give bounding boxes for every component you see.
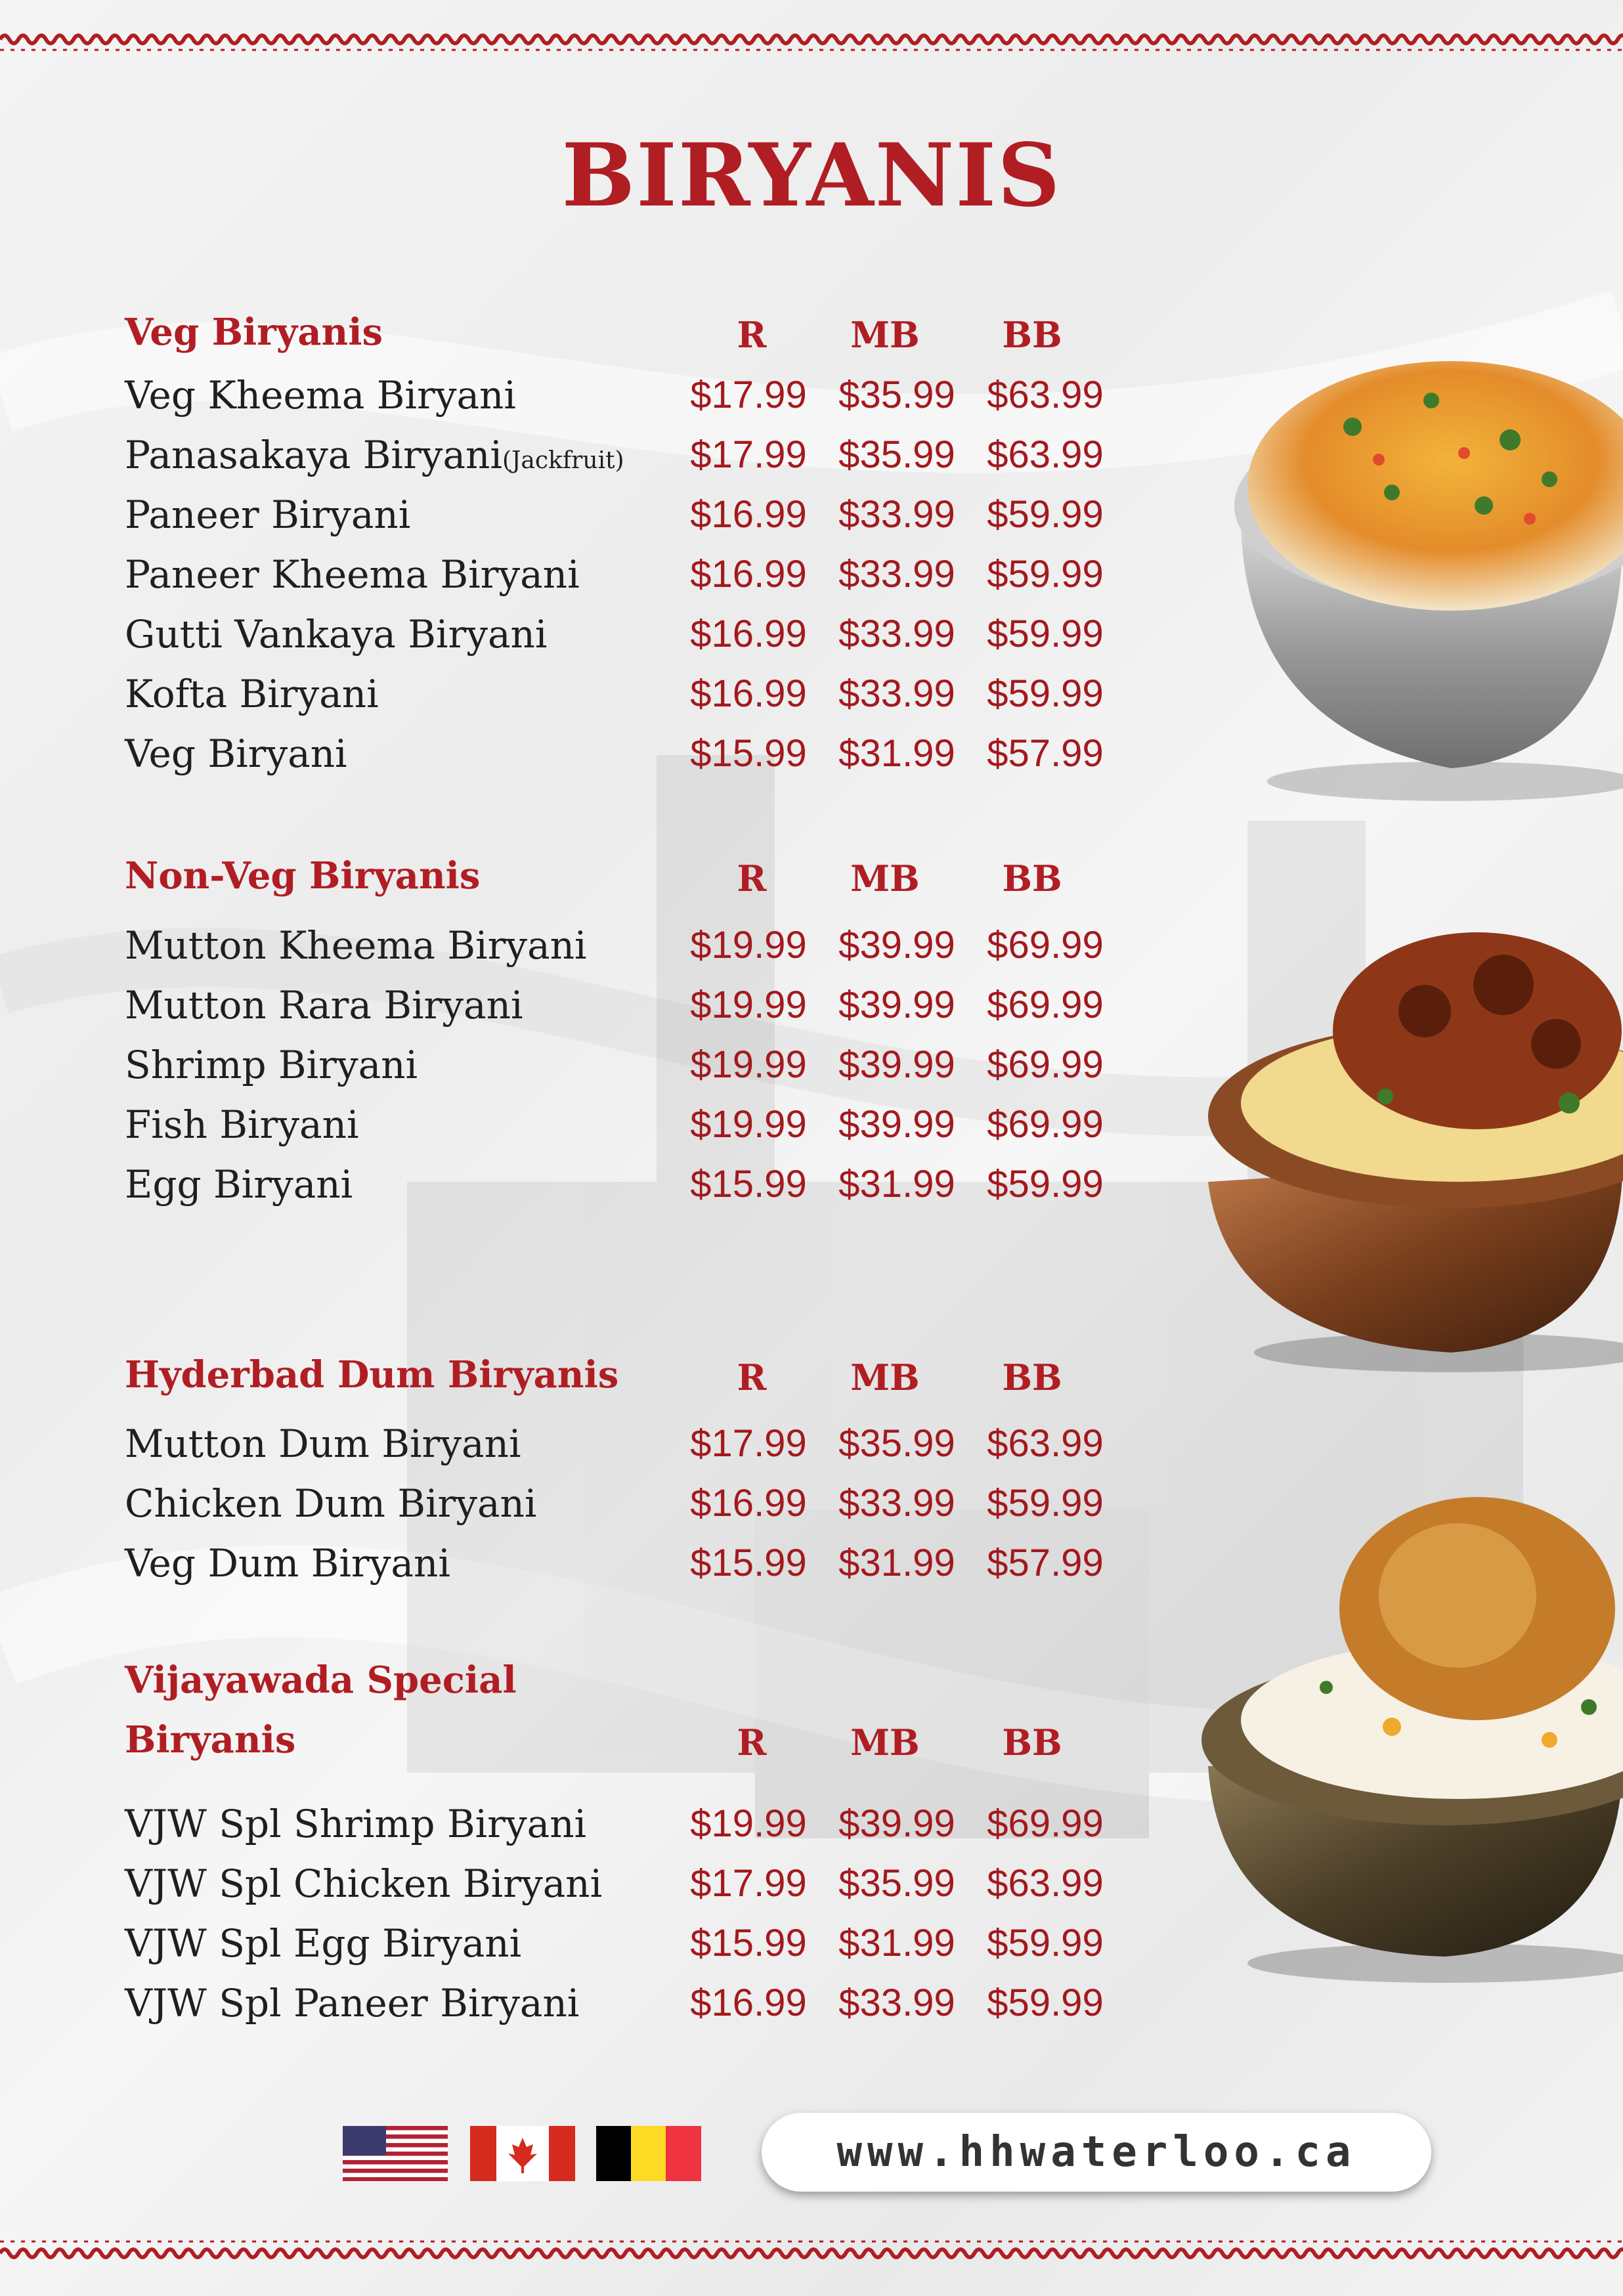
price-bb: $69.99 xyxy=(987,1043,1104,1086)
price-mb: $33.99 xyxy=(838,1982,955,2024)
price-mb: $39.99 xyxy=(838,984,955,1026)
price-bb: $59.99 xyxy=(987,1482,1104,1525)
col-head-mb: MB xyxy=(850,314,920,356)
menu-row xyxy=(125,1481,1123,1540)
menu-row xyxy=(125,492,1123,552)
menu-row xyxy=(125,1043,1123,1102)
price-r: $15.99 xyxy=(690,732,807,775)
section-heading-veg: Veg Biryanis xyxy=(125,311,383,354)
col-head-r: R xyxy=(737,1356,767,1398)
price-r: $17.99 xyxy=(690,1422,807,1465)
page-title: BIRYANIS xyxy=(561,125,1062,227)
menu-row xyxy=(125,1861,1123,1920)
price-mb: $33.99 xyxy=(838,493,955,536)
price-mb: $35.99 xyxy=(838,1422,955,1465)
col-head-mb: MB xyxy=(850,1356,920,1398)
section-heading-non-veg: Non-Veg Biryanis xyxy=(125,854,481,898)
section-heading-vijayawada-line1: Vijayawada Special xyxy=(125,1658,517,1702)
item-name: Veg Kheema Biryani xyxy=(125,373,516,418)
item-name: Panasakaya Biryani(Jackfruit) xyxy=(125,433,624,477)
price-mb: $39.99 xyxy=(838,924,955,966)
price-bb: $57.99 xyxy=(987,732,1104,775)
price-mb: $33.99 xyxy=(838,613,955,655)
price-bb: $59.99 xyxy=(987,672,1104,715)
price-bb: $59.99 xyxy=(987,1922,1104,1964)
item-name: VJW Spl Egg Biryani xyxy=(125,1921,522,1966)
price-mb: $31.99 xyxy=(838,1542,955,1584)
price-bb: $57.99 xyxy=(987,1542,1104,1584)
price-r: $19.99 xyxy=(690,924,807,966)
price-r: $16.99 xyxy=(690,493,807,536)
price-mb: $31.99 xyxy=(838,732,955,775)
menu-row xyxy=(125,983,1123,1042)
item-name: Veg Dum Biryani xyxy=(125,1541,450,1586)
price-r: $16.99 xyxy=(690,553,807,596)
menu-row xyxy=(125,672,1123,731)
price-r: $19.99 xyxy=(690,1103,807,1146)
price-bb: $59.99 xyxy=(987,1982,1104,2024)
price-bb: $59.99 xyxy=(987,1163,1104,1205)
menu-row xyxy=(125,1541,1123,1600)
canada-flag-icon xyxy=(470,2126,575,2181)
item-note: (Jackfruit) xyxy=(502,447,624,474)
price-mb: $39.99 xyxy=(838,1802,955,1845)
col-head-mb: MB xyxy=(850,1722,920,1764)
item-name: VJW Spl Shrimp Biryani xyxy=(125,1802,587,1846)
section-heading-hyderbad-dum: Hyderbad Dum Biryanis xyxy=(125,1353,619,1397)
price-mb: $33.99 xyxy=(838,672,955,715)
price-bb: $63.99 xyxy=(987,1422,1104,1465)
item-name: Shrimp Biryani xyxy=(125,1043,418,1087)
price-r: $17.99 xyxy=(690,374,807,416)
mutton-biryani-pot-image xyxy=(1201,906,1623,1379)
top-wave-border xyxy=(0,26,1623,53)
price-bb: $63.99 xyxy=(987,433,1104,476)
price-r: $19.99 xyxy=(690,984,807,1026)
price-mb: $35.99 xyxy=(838,1862,955,1905)
price-r: $17.99 xyxy=(690,1862,807,1905)
price-bb: $63.99 xyxy=(987,1862,1104,1905)
menu-row xyxy=(125,373,1123,432)
price-bb: $69.99 xyxy=(987,1802,1104,1845)
menu-row xyxy=(125,1421,1123,1481)
item-name: Mutton Kheema Biryani xyxy=(125,923,587,968)
item-name: Chicken Dum Biryani xyxy=(125,1481,537,1526)
price-bb: $69.99 xyxy=(987,984,1104,1026)
price-r: $16.99 xyxy=(690,672,807,715)
price-r: $15.99 xyxy=(690,1922,807,1964)
price-r: $19.99 xyxy=(690,1802,807,1845)
item-name: Mutton Rara Biryani xyxy=(125,983,523,1028)
price-mb: $31.99 xyxy=(838,1922,955,1964)
menu-row xyxy=(125,612,1123,671)
price-r: $16.99 xyxy=(690,613,807,655)
menu-row xyxy=(125,1162,1123,1221)
price-r: $16.99 xyxy=(690,1482,807,1525)
price-bb: $69.99 xyxy=(987,1103,1104,1146)
col-head-r: R xyxy=(737,1722,767,1764)
item-name: Egg Biryani xyxy=(125,1162,353,1207)
item-name: Gutti Vankaya Biryani xyxy=(125,612,548,657)
item-name: VJW Spl Chicken Biryani xyxy=(125,1861,603,1906)
veg-biryani-bowl-image xyxy=(1234,309,1623,808)
menu-row xyxy=(125,731,1123,791)
price-bb: $59.99 xyxy=(987,613,1104,655)
col-head-r: R xyxy=(737,857,767,899)
col-head-bb: BB xyxy=(1002,857,1062,899)
price-bb: $63.99 xyxy=(987,374,1104,416)
price-mb: $35.99 xyxy=(838,433,955,476)
website-url[interactable]: www.hhwaterloo.ca xyxy=(762,2113,1431,2192)
price-bb: $59.99 xyxy=(987,553,1104,596)
menu-row xyxy=(125,1802,1123,1861)
price-mb: $39.99 xyxy=(838,1043,955,1086)
menu-row xyxy=(125,923,1123,982)
col-head-r: R xyxy=(737,314,767,356)
item-name: VJW Spl Paneer Biryani xyxy=(125,1981,580,2025)
menu-row xyxy=(125,433,1123,492)
item-name: Fish Biryani xyxy=(125,1102,359,1147)
price-bb: $59.99 xyxy=(987,493,1104,536)
col-head-bb: BB xyxy=(1002,314,1062,356)
price-r: $15.99 xyxy=(690,1542,807,1584)
belgium-flag-icon xyxy=(596,2126,701,2181)
item-name: Veg Biryani xyxy=(125,731,347,776)
price-mb: $35.99 xyxy=(838,374,955,416)
item-name: Mutton Dum Biryani xyxy=(125,1421,521,1466)
price-r: $19.99 xyxy=(690,1043,807,1086)
item-name: Kofta Biryani xyxy=(125,672,379,716)
menu-row xyxy=(125,1921,1123,1980)
price-mb: $39.99 xyxy=(838,1103,955,1146)
col-head-mb: MB xyxy=(850,857,920,899)
us-flag-icon xyxy=(343,2126,448,2181)
section-heading-vijayawada-line2: Biryanis xyxy=(125,1718,296,1762)
menu-row xyxy=(125,1102,1123,1161)
col-head-bb: BB xyxy=(1002,1356,1062,1398)
price-r: $17.99 xyxy=(690,433,807,476)
price-r: $16.99 xyxy=(690,1982,807,2024)
price-r: $15.99 xyxy=(690,1163,807,1205)
menu-row xyxy=(125,552,1123,611)
price-mb: $33.99 xyxy=(838,553,955,596)
col-head-bb: BB xyxy=(1002,1722,1062,1764)
bottom-wave-border xyxy=(0,2239,1623,2265)
price-mb: $33.99 xyxy=(838,1482,955,1525)
item-name: Paneer Kheema Biryani xyxy=(125,552,580,597)
item-name: Paneer Biryani xyxy=(125,492,411,537)
price-bb: $69.99 xyxy=(987,924,1104,966)
chicken-biryani-pot-image xyxy=(1195,1490,1623,1989)
menu-row xyxy=(125,1981,1123,2040)
price-mb: $31.99 xyxy=(838,1163,955,1205)
